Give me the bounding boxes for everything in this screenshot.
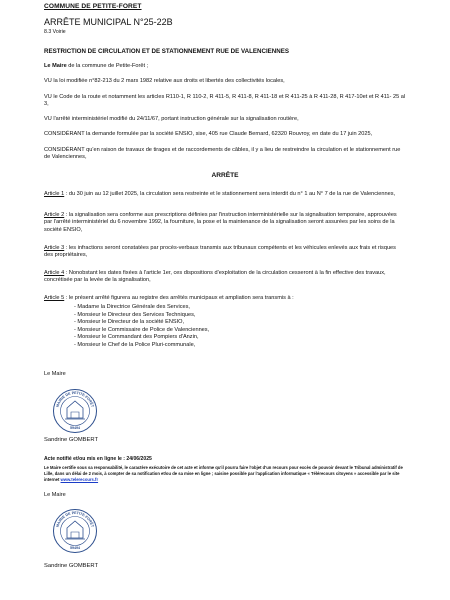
considerant-paragraph-2: CONSIDÉRANT qu'en raison de travaux de tirages et de raccordements de câbles, il y a lieu de restreindre la circulation et le stationnement rue de Valenciennes, <box>44 147 401 161</box>
vu-paragraph-2: VU le Code de la route et notamment les articles R110-1, R 110-2, R 411-5, R 411-8, R 411-18 et R 411-25 à R 411-28, R 417-10et et R 411- 25 al 3, <box>44 94 406 108</box>
signature-1-name: Sandrine GOMBERT <box>44 437 99 443</box>
article-3-text: : les infractions seront constatées par procès-verbaux transmis aux tribunaux compétents et les véhicules enlevés aux frais et risques des propriétaires, <box>44 245 396 259</box>
arrete-object: RESTRICTION DE CIRCULATION ET DE STATIONNEMENT RUE DE VALENCIENNES <box>44 48 289 55</box>
article-5 <box>44 295 406 302</box>
article-4-text: : Nonobstant les dates fixées à l'article 1er, ces dispositions d'exploitation de la circulation cesseront à la fin effective des travaux, concrétisée par la levée de la signalisation, <box>44 270 386 284</box>
article-2-label: Article 2 <box>44 212 65 218</box>
arrete-number: ARRÊTE MUNICIPAL N°25-22B <box>44 17 173 27</box>
seal-bottom-text: 59494 <box>70 426 80 430</box>
signature-1-label: Le Maire <box>44 371 66 377</box>
recours-text: Le Maire certifie sous sa responsabilité, le caractère exécutoire de cet acte et informe qu'il pourra faire l'objet d'un recours pour excès de pouvoir devant le Tribunal administratif de Lille, dans un délai de 2 mois, à compter de sa notification et/ou de sa mise en ligne ; saisine possible par l'application informatique « Télérecours citoyens » accessible par le site internet <box>44 465 403 482</box>
vu-paragraph-1: VU la loi modifiée n°82-213 du 2 mars 1982 relative aux droits et libertés des collectivités locales, <box>44 78 285 84</box>
seal-bottom-text: 59494 <box>70 546 80 550</box>
commune-name: COMMUNE DE PETITE-FORET <box>44 3 142 10</box>
maire-intro <box>44 63 406 70</box>
article-1 <box>44 191 406 198</box>
article-4-label: Article 4 <box>44 270 65 276</box>
mairie-seal <box>52 388 98 434</box>
article-5-text: : le présent arrêté figurera au registre des arrêtés municipaux et ampliation sera transmis à : <box>64 295 294 301</box>
seal-top-text: MAIRIE DE PETITE-FORÊT <box>55 390 95 408</box>
service-code: 8.3 Voirie <box>44 29 66 35</box>
list-item: - Monsieur le Directeur de la société ENSIO, <box>74 319 185 326</box>
arrete-heading: ARRÊTE <box>211 172 239 179</box>
telerecours-link[interactable]: www.telerecours.fr <box>60 476 99 482</box>
maire-intro-bold: Le Maire <box>44 63 67 69</box>
publication-notice: Acte notifié et/ou mis en ligne le : 24/06/2025 <box>44 456 152 462</box>
list-item: - Madame la Directrice Générale des Services, <box>74 304 190 310</box>
article-2 <box>44 212 406 234</box>
ampliation-list <box>74 304 209 350</box>
article-1-text: : du 30 juin au 12 juillet 2025, la circulation sera restreinte et le stationnement sera interdit du n° 1 au N° 7 de la rue de Valenciennes, <box>64 191 396 197</box>
recours-notice <box>44 465 406 483</box>
mairie-seal <box>52 508 98 554</box>
signature-2-name: Sandrine GOMBERT <box>44 563 99 569</box>
article-4 <box>44 270 406 285</box>
signature-2-label: Le Maire <box>44 492 66 498</box>
list-item: - Monsieur le Directeur des Services Techniques, <box>74 311 196 318</box>
article-5-label: Article 5 <box>44 295 65 301</box>
seal-top-text: MAIRIE DE PETITE-FORÊT <box>55 510 95 528</box>
article-1-label: Article 1 <box>44 191 65 197</box>
article-2-text: : la signalisation sera conforme aux prescriptions définies par l'instruction interministérielle sur la signalisation temporaire, approuvées par l'arrêté interministériel du 6 novembre 1992, la fourniture, la pose et la maintenance de la signalisation seront assurées par les soins de la société ENSIO, <box>44 212 397 233</box>
list-item: - Monsieur le Commandant des Pompiers d'Anzin, <box>74 334 199 341</box>
article-3-label: Article 3 <box>44 245 65 251</box>
list-item: - Monsieur le Chef de la Police Pluri-communale, <box>74 341 196 348</box>
vu-paragraph-3: VU l'arrêté interministériel modifié du 24/11/67, portant instruction générale sur la signalisation routière, <box>44 116 299 122</box>
maire-intro-rest: de la commune de Petite-Forêt ; <box>66 63 149 69</box>
article-3 <box>44 245 406 260</box>
list-item: - Monsieur le Commissaire de Police de Valenciennes, <box>74 326 210 333</box>
considerant-paragraph-1: CONSIDÉRANT la demande formulée par la société ENSIO, sise, 405 rue Claude Bernard, 62320 Rouvroy, en date du 17 juin 2025, <box>44 131 373 137</box>
